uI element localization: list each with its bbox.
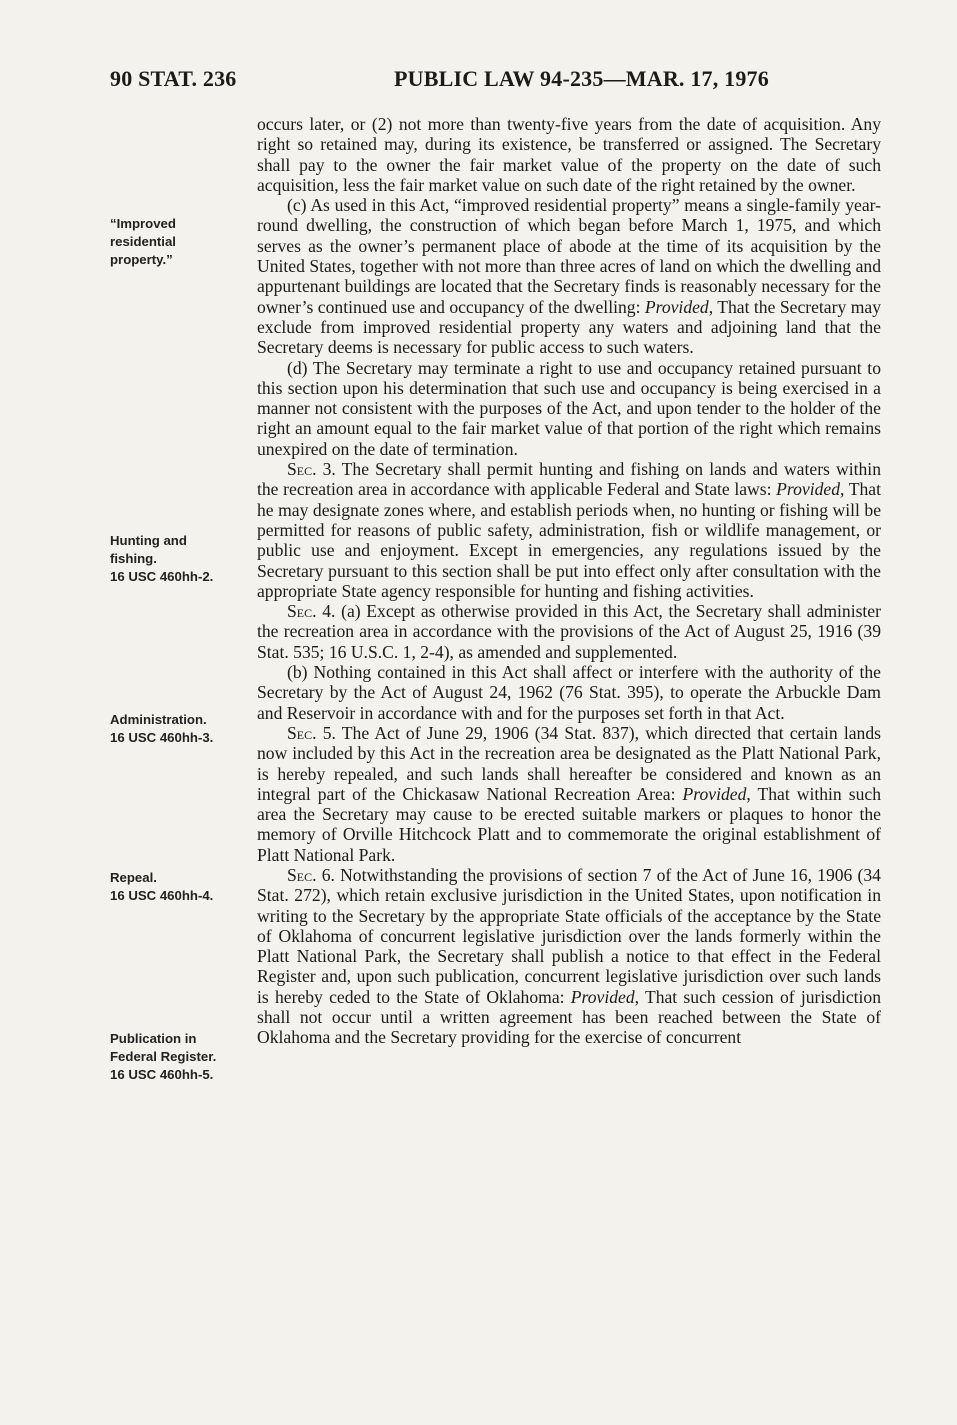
provided-italic: Provided xyxy=(682,783,747,804)
section-label: Sec. 3. xyxy=(287,459,336,480)
paragraph-section-4b: (b) Nothing contained in this Act shall affect or interfere with the authority of the Secretary by the Act of August 24, 1962 (76 Stat. 395), to operate the Arbuckle Dam and Reservoir in accordance with and for the purposes set forth in that Act. xyxy=(257,662,881,723)
margin-note-line: 16 USC 460hh-2. xyxy=(110,569,214,584)
paragraph-continuation: occurs later, or (2) not more than twenty-five years from the date of acquisition. Any right so retained may, during its existence, be transferred or assigned. The Secretary shall pay to the owner the fair market value of the property on the date of such acquisition, less the fair market value on such date of the right retained by the owner. xyxy=(257,114,881,195)
margin-note-line: property.” xyxy=(110,252,173,267)
text-run: , That within such area the Secretary may cause to be erected suitable markers or plaques to honor the memory of Orville Hitchcock Platt and to commemorate the original establishment of Platt National Park. xyxy=(257,783,881,865)
margin-note-line: Federal Register. xyxy=(110,1049,217,1064)
text-run: The Secretary shall permit hunting and fishing on lands and waters within the recreation area in accordance with applicable Federal and State laws: xyxy=(257,459,881,500)
margin-note-line: fishing. xyxy=(110,551,157,566)
margin-note-line: 16 USC 460hh-5. xyxy=(110,1067,214,1082)
margin-note-hunting xyxy=(110,532,250,586)
text-run: , That such cession of jurisdiction shall not occur until a written agreement has been reached between the State of Oklahoma and the Secretary providing for the exercise of concurrent xyxy=(257,986,882,1048)
provided-italic: Provided xyxy=(570,986,635,1007)
page-header xyxy=(110,66,880,98)
margin-note-line: Publication in xyxy=(110,1031,197,1046)
margin-note-improved-residential xyxy=(110,215,250,269)
paragraph-subsection-c xyxy=(257,195,881,357)
paragraph-section-5 xyxy=(257,723,881,865)
paragraph-section-6 xyxy=(257,865,881,1048)
law-title: PUBLIC LAW 94-235—MAR. 17, 1976 xyxy=(394,66,769,91)
section-label: Sec. 5. xyxy=(287,722,336,743)
text-run: Notwithstanding the provisions of section 7 of the Act of June 16, 1906 (34 Stat. 272), which retain exclusive jurisdiction in the United States, upon notification in writing to the Secretary by the appropriate State officials of the acceptance by the State of Oklahoma of concurrent legislative jurisdiction over the lands formerly within the Platt National Park, the Secretary shall publish a notice to that effect in the Federal Register and, upon such publication, concurrent legislative jurisdiction over such lands is hereby ceded to the State of Oklahoma: xyxy=(257,864,881,1007)
margin-note-line: Administration. xyxy=(110,712,207,727)
margin-note-publication xyxy=(110,1030,250,1084)
margin-note-line: Hunting and xyxy=(110,533,187,548)
margin-note-repeal xyxy=(110,869,250,905)
paragraph-subsection-d: (d) The Secretary may terminate a right to use and occupancy retained pursuant to this section upon his determination that such use and occupancy is being exercised in a manner not consistent with the purposes of the Act, and upon tender to the holder of the right an amount equal to the fair market value of that portion of the right which remains unexpired on the date of termination. xyxy=(257,357,881,459)
statute-body xyxy=(257,114,881,1048)
margin-note-line: 16 USC 460hh-3. xyxy=(110,730,214,745)
stat-page-number: 90 STAT. 236 xyxy=(110,66,237,91)
paragraph-section-4a xyxy=(257,601,881,662)
provided-italic: Provided xyxy=(776,479,840,500)
margin-note-line: residential xyxy=(110,234,176,249)
provided-italic: Provided xyxy=(644,296,709,317)
text-run: The Act of June 29, 1906 (34 Stat. 837), which directed that certain lands now included by this Act in the recreation area be designated as the Platt National Park, is hereby repealed, and such lands shall hereafter be considered and known as an integral part of the Chickasaw National Recreation Area: xyxy=(257,722,881,804)
text-run: (a) Except as otherwise provided in this Act, the Secretary shall administer the recreation area in accordance with the provisions of the Act of August 25, 1916 (39 Stat. 535; 16 U.S.C. 1, 2-4), as amended and supplemented. xyxy=(257,601,881,662)
paragraph-section-3 xyxy=(257,459,881,601)
section-label: Sec. 6. xyxy=(287,864,335,885)
margin-note-line: Repeal. xyxy=(110,870,157,885)
margin-note-line: “Improved xyxy=(110,216,176,231)
text-run: (c) As used in this Act, “improved residential property” means a single-family year-round dwelling, the construction of which began before March 1, 1975, and which serves as the owner’s permanent place of abode at the time of its acquisition by the United States, together with not more than three acres of land on which the dwelling and appurtenant buildings are located that the Secretary finds is reasonably necessary for the owner’s continued use and occupancy of the dwelling: xyxy=(257,195,881,317)
section-label: Sec. 4. xyxy=(287,601,336,622)
margin-note-line: 16 USC 460hh-4. xyxy=(110,888,214,903)
text-run: , That he may designate zones where, and establish periods when, no hunting or fishing will be permitted for reasons of public safety, administration, fish or wildlife management, or public use and enjoyment. Except in emergencies, any regulations issued by the Secretary pursuant to this section shall be put into effect only after consultation with the appropriate State agency responsible for hunting and fishing activities. xyxy=(257,479,881,601)
margin-note-administration xyxy=(110,711,250,747)
text-run: , That the Secretary may exclude from improved residential property any waters and adjoining land that the Secretary deems is necessary for public access to such waters. xyxy=(257,296,881,358)
